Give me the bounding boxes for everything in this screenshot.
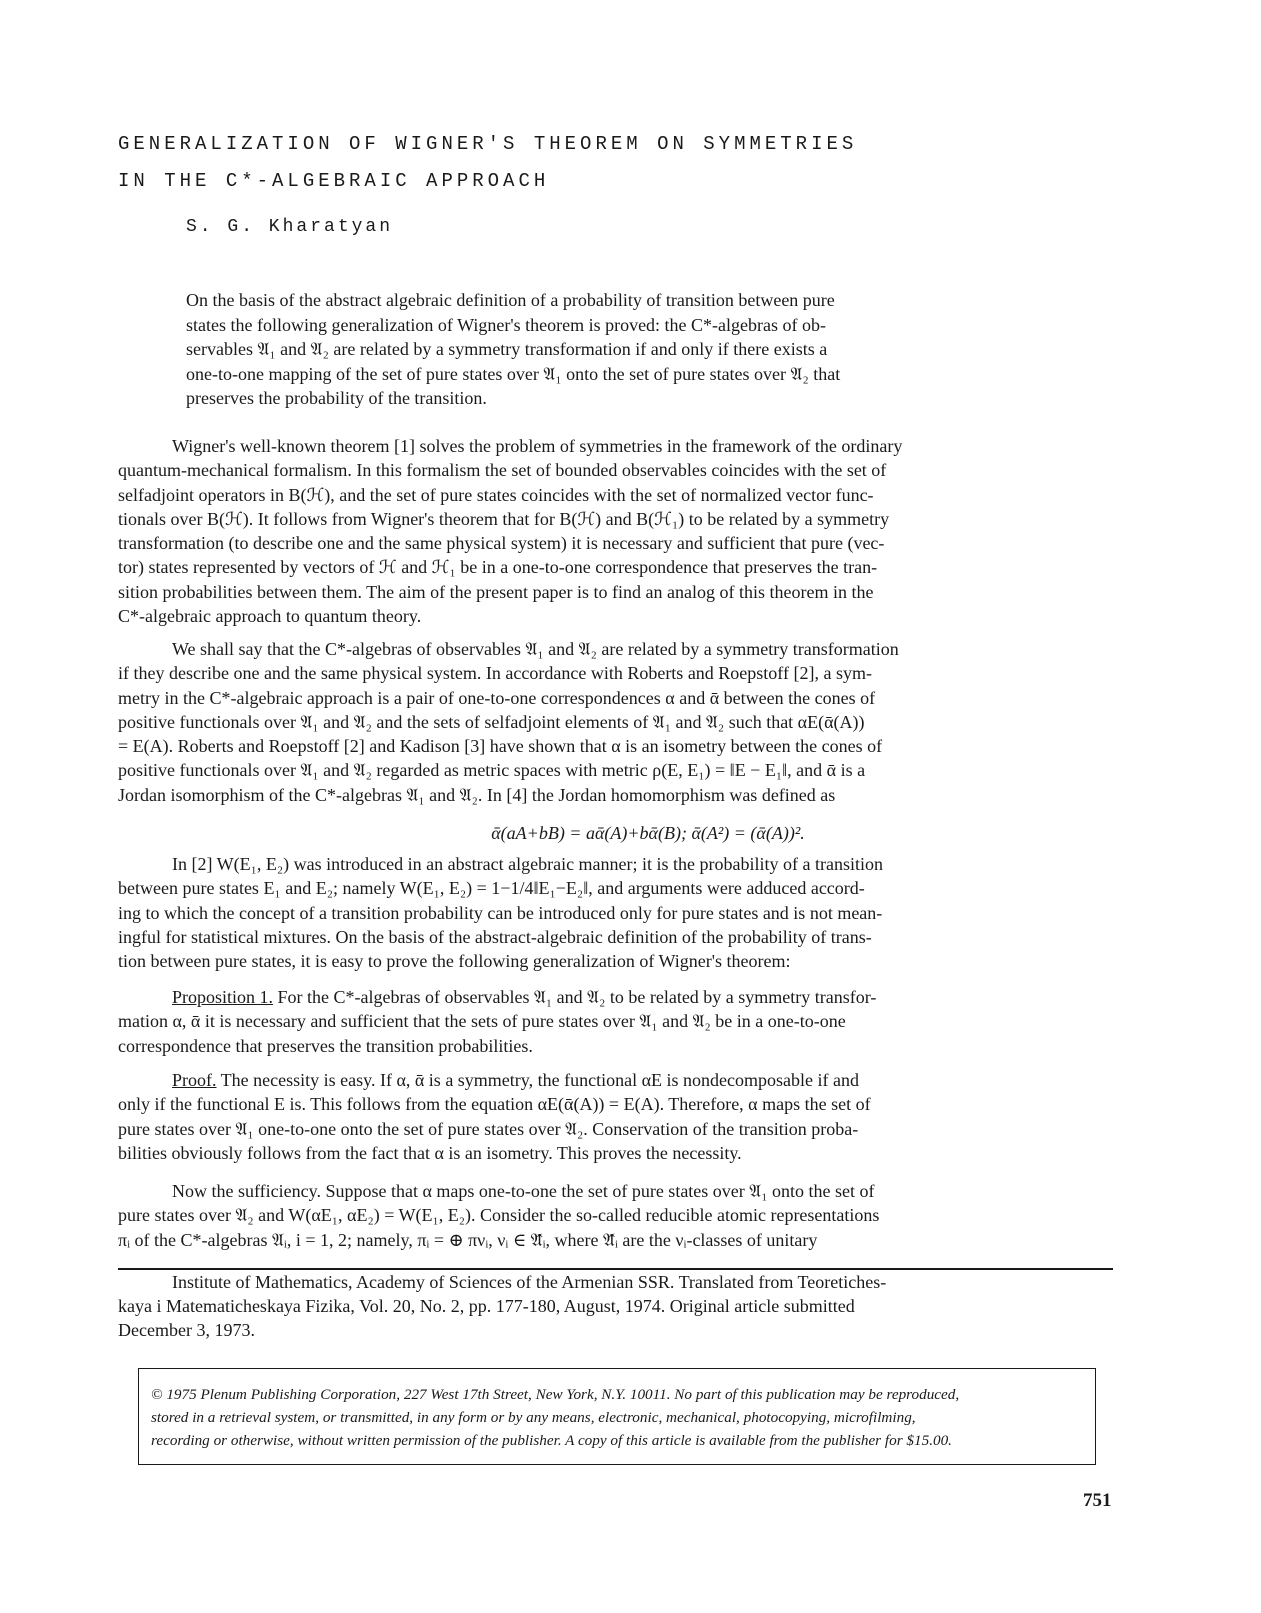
formula-block xyxy=(118,816,1118,850)
copyright-line: recording or otherwise, without written permission of the publisher. A copy of this article is available from the publisher for $15.00. xyxy=(151,1432,952,1449)
title-line-2: IN THE C*-ALGEBRAIC APPROACH xyxy=(118,170,550,192)
text-line: mation α, ᾱ it is necessary and sufficient that the sets of pure states over 𝔄₁ and 𝔄₂ be in a one-to-one xyxy=(118,1011,846,1032)
text-line: between pure states E₁ and E₂; namely W(E₁, E₂) = 1−1/4‖E₁−E₂‖, and arguments were adduced accord- xyxy=(118,878,865,899)
text-line: if they describe one and the same physical system. In accordance with Roberts and Roepstoff [2], a sym- xyxy=(118,663,872,684)
text-line: sition probabilities between them. The aim of the present paper is to find an analog of this theorem in the xyxy=(118,581,874,602)
text-line: C*-algebraic approach to quantum theory. xyxy=(118,606,422,627)
text-line: ing to which the concept of a transition probability can be introduced only for pure states and is not mean- xyxy=(118,902,883,923)
abstract-line: one-to-one mapping of the set of pure states over 𝔄₁ onto the set of pure states over 𝔄₂ that xyxy=(186,363,841,384)
text-line: bilities obviously follows from the fact that α is an isometry. This proves the necessity. xyxy=(118,1142,742,1163)
text-line xyxy=(118,1068,1118,1092)
text-fragment: The necessity is easy. If α, ᾱ is a symmetry, the functional αE is nondecomposable if and xyxy=(216,1070,859,1090)
paragraph-proof xyxy=(118,1068,1118,1165)
text-line: = E(A). Roberts and Roepstoff [2] and Kadison [3] have shown that α is an isometry between the cones of xyxy=(118,736,883,757)
copyright-notice-box xyxy=(138,1368,1096,1465)
text-line: only if the functional E is. This follows from the equation αE(ᾱ(A)) = E(A). Therefore, α maps the set of xyxy=(118,1094,871,1115)
paragraph-sufficiency xyxy=(118,1179,1118,1252)
text-line: transformation (to describe one and the same physical system) it is necessary and sufficient that pure (vec- xyxy=(118,533,885,554)
text-line: tion between pure states, it is easy to prove the following generalization of Wigner's theorem: xyxy=(118,951,791,972)
text-line: In [2] W(E₁, E₂) was introduced in an abstract algebraic manner; it is the probability of a transition xyxy=(172,854,883,874)
text-line: We shall say that the C*-algebras of observables 𝔄₁ and 𝔄₂ are related by a symmetry transformation xyxy=(172,639,899,659)
footnote xyxy=(118,1270,1118,1342)
text-line xyxy=(118,985,1118,1009)
text-line: pure states over 𝔄₂ and W(αE₁, αE₂) = W(E₁, E₂). Consider the so-called reducible atomic representations xyxy=(118,1205,880,1226)
text-line: positive functionals over 𝔄₁ and 𝔄₂ and the sets of selfadjoint elements of 𝔄₁ and 𝔄₂ such that αE(ᾱ(A)) xyxy=(118,711,865,732)
paragraph-introduction xyxy=(118,434,1118,628)
text-line: πᵢ of the C*-algebras 𝔄ᵢ, i = 1, 2; namely, πᵢ = ⊕ πνᵢ, νᵢ ∈ 𝔄̂ᵢ, where 𝔄̂ᵢ are the νᵢ-classes of unitary xyxy=(118,1229,818,1250)
text-line: positive functionals over 𝔄₁ and 𝔄₂ regarded as metric spaces with metric ρ(E, E₁) = ‖E − E₁‖, and ᾱ is a xyxy=(118,760,866,781)
title-line-1: GENERALIZATION OF WIGNER'S THEOREM ON SYMMETRIES xyxy=(118,133,858,155)
proposition-label: Proposition 1. xyxy=(172,987,274,1007)
text-line: selfadjoint operators in B(ℋ), and the set of pure states coincides with the set of normalized vector func- xyxy=(118,484,874,505)
abstract-line: servables 𝔄₁ and 𝔄₂ are related by a symmetry transformation if and only if there exists a xyxy=(186,339,828,359)
text-line: ingful for statistical mixtures. On the basis of the abstract-algebraic definition of the probability of trans- xyxy=(118,926,872,947)
footnote-line: December 3, 1973. xyxy=(118,1320,255,1340)
text-line: pure states over 𝔄₁ one-to-one onto the set of pure states over 𝔄₂. Conservation of the transition proba- xyxy=(118,1118,859,1139)
text-line: Wigner's well-known theorem [1] solves the problem of symmetries in the framework of the ordinary xyxy=(172,436,903,456)
text-line: Jordan isomorphism of the C*-algebras 𝔄₁ and 𝔄₂. In [4] the Jordan homomorphism was defined as xyxy=(118,784,836,805)
text-line: quantum-mechanical formalism. In this formalism the set of bounded observables coincides with the set of xyxy=(118,460,887,481)
abstract-line: On the basis of the abstract algebraic definition of a probability of transition between pure xyxy=(186,290,835,310)
paragraph-symmetry-definition xyxy=(118,637,1118,807)
footnote-line: kaya i Matematicheskaya Fizika, Vol. 20, No. 2, pp. 177-180, August, 1974. Original article submitted xyxy=(118,1296,855,1316)
jordan-homomorphism-formula: ᾱ(aA+bB) = aᾱ(A)+bᾱ(B); ᾱ(A²) = (ᾱ(A))². xyxy=(491,823,805,843)
text-line: Now the sufficiency. Suppose that α maps one-to-one the set of pure states over 𝔄₁ onto the set of xyxy=(172,1181,875,1201)
abstract-line: states the following generalization of Wigner's theorem is proved: the C*-algebras of ob- xyxy=(186,314,827,335)
text-line: tor) states represented by vectors of ℋ and ℋ₁ be in a one-to-one correspondence that preserves the tran- xyxy=(118,557,878,578)
text-line: metry in the C*-algebraic approach is a pair of one-to-one correspondences α and ᾱ between the cones of xyxy=(118,687,876,708)
abstract xyxy=(186,288,1056,411)
text-line: correspondence that preserves the transition probabilities. xyxy=(118,1035,533,1056)
abstract-line: preserves the probability of the transition. xyxy=(186,388,487,408)
paragraph-proposition xyxy=(118,985,1118,1058)
copyright-line: © 1975 Plenum Publishing Corporation, 227 West 17th Street, New York, N.Y. 10011. No part of this publication may be reproduced, xyxy=(151,1386,960,1403)
page-number: 751 xyxy=(1083,1490,1112,1511)
proof-label: Proof. xyxy=(172,1070,217,1090)
paragraph-transition-probability xyxy=(118,852,1118,973)
author-name: S. G. Kharatyan xyxy=(186,217,394,237)
footnote-line: Institute of Mathematics, Academy of Sciences of the Armenian SSR. Translated from Teoretiches- xyxy=(172,1272,887,1292)
text-line: tionals over B(ℋ). It follows from Wigner's theorem that for B(ℋ) and B(ℋ₁) to be related by a symmetry xyxy=(118,508,890,529)
text-fragment: For the C*-algebras of observables 𝔄₁ and 𝔄₂ to be related by a symmetry transfor- xyxy=(273,987,877,1007)
copyright-line: stored in a retrieval system, or transmitted, in any form or by any means, electronic, mechanical, photocopying, microfilming, xyxy=(151,1409,916,1426)
